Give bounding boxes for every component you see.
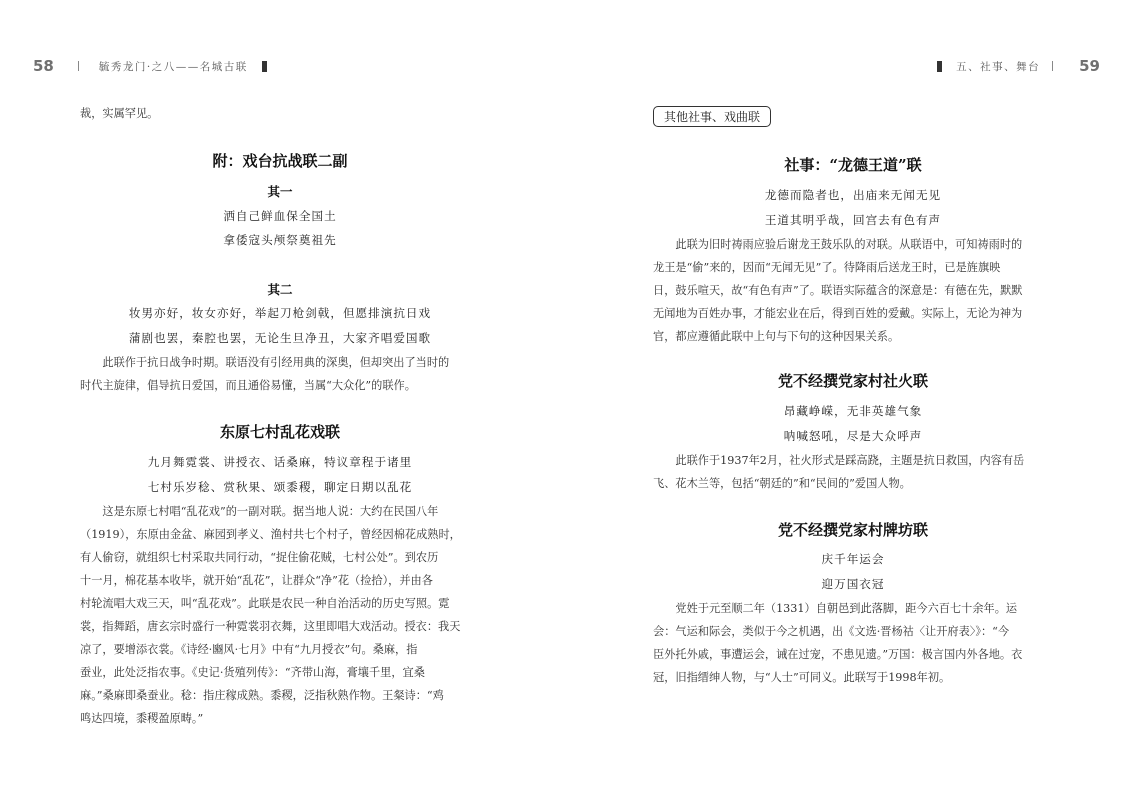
left-page-header — [33, 57, 267, 75]
body-line: 龙王是“偷”来的，因而“无闻无见”了。待降雨后送龙王时，已是旌旗映 — [653, 261, 1001, 274]
couplet-line: 洒自己鲜血保全国土 — [223, 209, 337, 223]
couplet-line: 王道其明乎哉，回宫去有色有声 — [764, 213, 942, 227]
couplet-line: 庆千年运会 — [821, 552, 885, 566]
section-title: 党不经撰党家村牌坊联 — [777, 521, 928, 539]
body-line: 这是东原七村唱“乱花戏”的一副对联。据当地人说：大约在民国八年 — [80, 505, 439, 518]
body-line: 鸣达四境，黍稷盈原畴。” — [80, 712, 204, 725]
section-tag: 其他社事、戏曲联 — [653, 106, 771, 127]
continuation-text: 裁，实属罕见。 — [80, 107, 159, 120]
header-divider — [1052, 61, 1053, 71]
body-line: 时代主旋律，倡导抗日爱国，而且通俗易懂，当属“大众化”的联作。 — [80, 379, 416, 392]
couplet-line: 蒲剧也罢，秦腔也罢，无论生旦净丑，大家齐唱爱国歌 — [128, 331, 432, 345]
couplet-line: 九月舞霓裳、讲授衣、话桑麻，特议章程于诸里 — [147, 455, 413, 469]
body-line: 蚕业，此处泛指农事。《史记·货殖列传》：“齐带山海，膏壤千里，宜桑 — [80, 666, 425, 679]
couplet-line: 昂藏峥嵘，无非英雄气象 — [783, 404, 923, 418]
body-line: （1919），东原由金盆、麻园到孝义、渔村共七个村子，曾经因棉花成熟时， — [80, 528, 461, 541]
couplet-line: 妆男亦好，妆女亦好，举起刀枪剑戟，但愿排演抗日戏 — [128, 306, 432, 320]
body-line: 官，都应遵循此联中上句与下句的这种因果关系。 — [653, 330, 900, 343]
body-line: 十一月，棉花基本收毕，就开始“乱花”，让群众“净”花（捡拾），并由各 — [80, 574, 433, 587]
body-line: 日，鼓乐喧天，故“有色有声”了。联语实际蕴含的深意是：有德在先，默默 — [653, 284, 1023, 297]
couplet-label-1: 其一 — [267, 184, 293, 199]
header-block-mark — [937, 61, 942, 72]
right-page — [566, 0, 1133, 799]
couplet-line: 拿倭寇头颅祭奠祖先 — [223, 233, 337, 247]
body-line: 有人偷窃，就组织七村采取共同行动，“捉住偷花贼，七村公处”。到农历 — [80, 551, 439, 564]
couplet-label-2: 其二 — [267, 282, 293, 297]
left-page — [0, 0, 566, 799]
body-line: 飞、花木兰等，包括“朝廷的”和“民间的”爱国人物。 — [653, 477, 911, 490]
couplet-line: 七村乐岁稔、赏秋果、颂黍稷，聊定日期以乱花 — [147, 480, 413, 494]
body-line: 此联作于抗日战争时期。联语没有引经用典的深奥，但却突出了当时的 — [80, 356, 450, 369]
page-number: 59 — [1079, 57, 1100, 75]
body-line: 村轮流唱大戏三天，叫“乱花戏”。此联是农民一种自治活动的历史写照。霓 — [80, 597, 450, 610]
body-line: 冠，旧指缙绅人物，与“人士”可同义。此联写于1998年初。 — [653, 671, 951, 684]
page-number: 58 — [33, 57, 54, 75]
running-title: 五、社事、舞台 — [956, 60, 1041, 73]
body-line: 会：气运和际会，类似于今之机遇，出《文选·晋杨祜〈让开府表〉》：“今 — [653, 625, 1010, 638]
body-line: 此联为旧时祷雨应验后谢龙王鼓乐队的对联。从联语中，可知祷雨时的 — [653, 238, 1023, 251]
right-page-header — [937, 57, 1100, 75]
body-line: 党姓于元至顺二年（1331）自朝邑到此落脚，距今六百七十余年。运 — [653, 602, 1018, 615]
body-line: 裳，指舞蹈，唐玄宗时盛行一种霓裳羽衣舞，这里即唱大戏活动。授衣：我天 — [80, 620, 461, 633]
body-line: 麻。”桑麻即桑蚕业。稔：指庄稼成熟。黍稷，泛指秋熟作物。王粲诗：“鸡 — [80, 689, 444, 702]
body-line: 无闻地为百姓办事，才能宏业在后，得到百姓的爱戴。实际上，无论为神为 — [653, 307, 1023, 320]
header-block-mark — [262, 61, 267, 72]
appendix-title: 附：戏台抗战联二副 — [212, 152, 348, 170]
couplet-line: 迎万国衣冠 — [821, 577, 885, 591]
body-line: 凉了，要增添衣裳。《诗经·豳风·七月》中有“九月授衣”句。桑麻，指 — [80, 643, 418, 656]
couplet-line: 呐喊怒吼，尽是大众呼声 — [783, 429, 923, 443]
section-title: 社事：“龙德王道”联 — [784, 156, 922, 174]
body-line: 此联作于1937年2月，社火形式是踩高跷，主题是抗日救国，内容有岳 — [653, 454, 1025, 467]
couplet-line: 龙德而隐者也，出庙来无闻无见 — [764, 188, 942, 202]
section-title: 东原七村乱花戏联 — [219, 423, 340, 441]
section-title: 党不经撰党家村社火联 — [777, 372, 928, 390]
running-title: 毓秀龙门·之八——名城古联 — [98, 60, 248, 73]
body-line: 臣外托外戚，事遭运会，诫在过宠，不患见遗。”万国：极言国内外各地。衣 — [653, 648, 1023, 661]
header-divider — [78, 61, 79, 71]
